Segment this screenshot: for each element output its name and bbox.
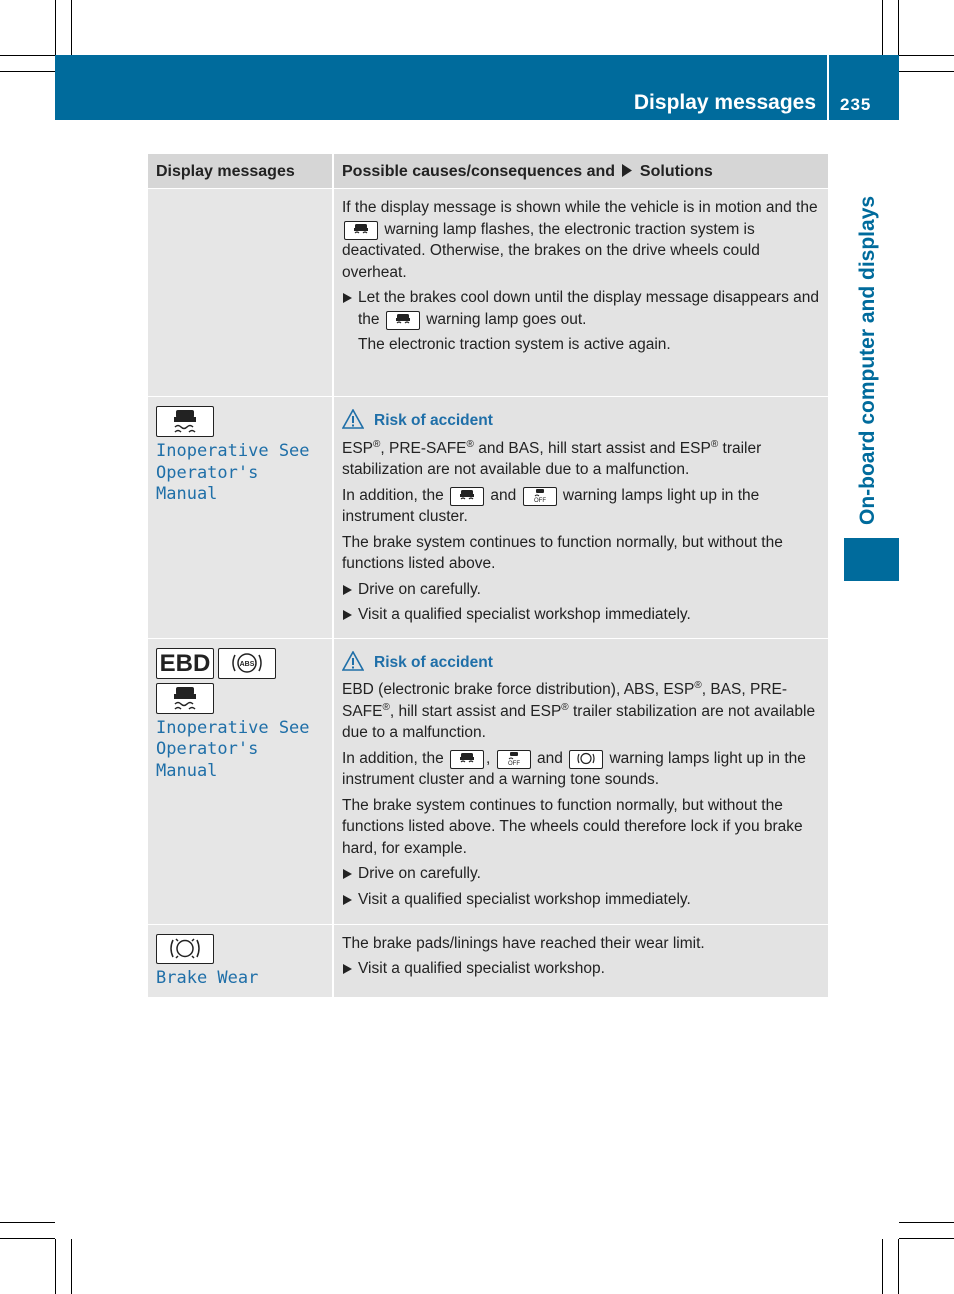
solution-cell [333,638,828,924]
esp-car-skid-icon [450,487,484,506]
table-header-row [148,154,828,189]
crop-mark [55,0,56,55]
crop-mark [0,1238,55,1239]
esp-car-skid-icon [156,683,214,714]
svg-text:OFF: OFF [507,760,520,766]
solution-cell [333,189,828,397]
display-cell [148,638,333,924]
instruction-step: Let the brakes cool down until the display message disappears and the warning lamp goes out. [342,287,820,330]
column-header-display-messages: Display messages [148,154,333,189]
paragraph: EBD (electronic brake force distribution), ABS, ESP®, BAS, PRE-SAFE®, hill start assist and ESP® trailer stabilization are not available due to a malfunction. [342,679,816,741]
chapter-tab-label: On-board computer and displays [856,195,879,525]
page-number: 235 [840,95,872,114]
display-messages-table [148,154,828,997]
paragraph: If the display message is shown while the vehicle is in motion and the warning lamp flashes, the electronic traction system is deactivated. Otherwise, the brakes on the drive wheels could overheat. [342,199,818,281]
esp-off-icon [523,487,557,506]
page-header [55,55,899,120]
crop-mark [882,1239,883,1294]
paragraph: The brake system continues to function normally, but without the functions listed above. The wheels could therefore lock if you brake hard, for example. [342,796,803,857]
svg-text:ABS: ABS [239,660,255,668]
crop-mark [0,1222,55,1223]
display-cell [148,924,333,997]
abs-icon [218,648,276,679]
display-message-text: Inoperative See Operator's Manual [156,717,310,781]
display-message-text: Inoperative See Operator's Manual [156,441,310,504]
instruction-step: Visit a qualified specialist workshop immediately. [342,604,820,626]
paragraph: The brake system continues to function normally, but without the functions listed above. [342,533,783,572]
ebd-icon: EBD [156,648,214,679]
warning-heading: Risk of accident [342,651,820,674]
arrow-right-icon [621,164,633,177]
warning-triangle-icon [342,409,364,429]
display-cell [148,189,333,397]
solution-cell [333,924,828,997]
paragraph: In addition, the and OFF warning lamps light up in the instrument cluster. [342,486,760,525]
instruction-result: The electronic traction system is active again. [358,336,671,353]
crop-mark [0,55,55,56]
crop-mark [898,0,899,55]
warning-heading: Risk of accident [342,409,820,432]
paragraph: In addition, the , OFF and warning lamps light up in the instrument cluster and a warning tone sounds. [342,749,806,788]
esp-car-skid-icon [450,750,484,769]
header-divider [827,55,829,120]
col2-header-text: Possible causes/consequences and [342,163,616,180]
solution-cell [333,397,828,639]
instruction-step: Drive on carefully. [342,863,820,885]
table-row [148,189,828,397]
crop-mark [899,71,954,72]
crop-mark [899,1238,954,1239]
crop-mark [898,1239,899,1294]
crop-mark [899,1222,954,1223]
warning-triangle-icon [342,651,364,671]
display-message-text: Brake Wear [156,967,259,988]
crop-mark [882,0,883,55]
esp-car-skid-icon [156,406,214,437]
chapter-tab-marker [844,538,899,581]
esp-off-icon [497,750,531,769]
crop-mark [71,0,72,55]
crop-mark [71,1239,72,1294]
paragraph: The brake pads/linings have reached their wear limit. [342,934,705,952]
table-row [148,924,828,997]
abs-icon [569,750,603,769]
crop-mark [0,71,55,72]
col2-header-solutions: Solutions [639,163,713,180]
instruction-step: Visit a qualified specialist workshop. [342,958,820,980]
instruction-step: Visit a qualified specialist workshop immediately. [342,889,820,911]
brake-wear-icon [156,934,214,964]
section-title: Display messages [633,91,816,114]
esp-car-skid-icon [344,221,378,240]
table-row [148,397,828,639]
instruction-step: Drive on carefully. [342,579,820,601]
paragraph: ESP®, PRE-SAFE® and BAS, hill start assist and ESP® trailer stabilization are not available due to a malfunction. [342,438,762,478]
column-header-causes-solutions [333,154,828,189]
esp-car-skid-icon [386,311,420,330]
crop-mark [55,1239,56,1294]
table-row [148,638,828,924]
crop-mark [899,55,954,56]
display-cell [148,397,333,639]
svg-text:OFF: OFF [533,497,546,503]
